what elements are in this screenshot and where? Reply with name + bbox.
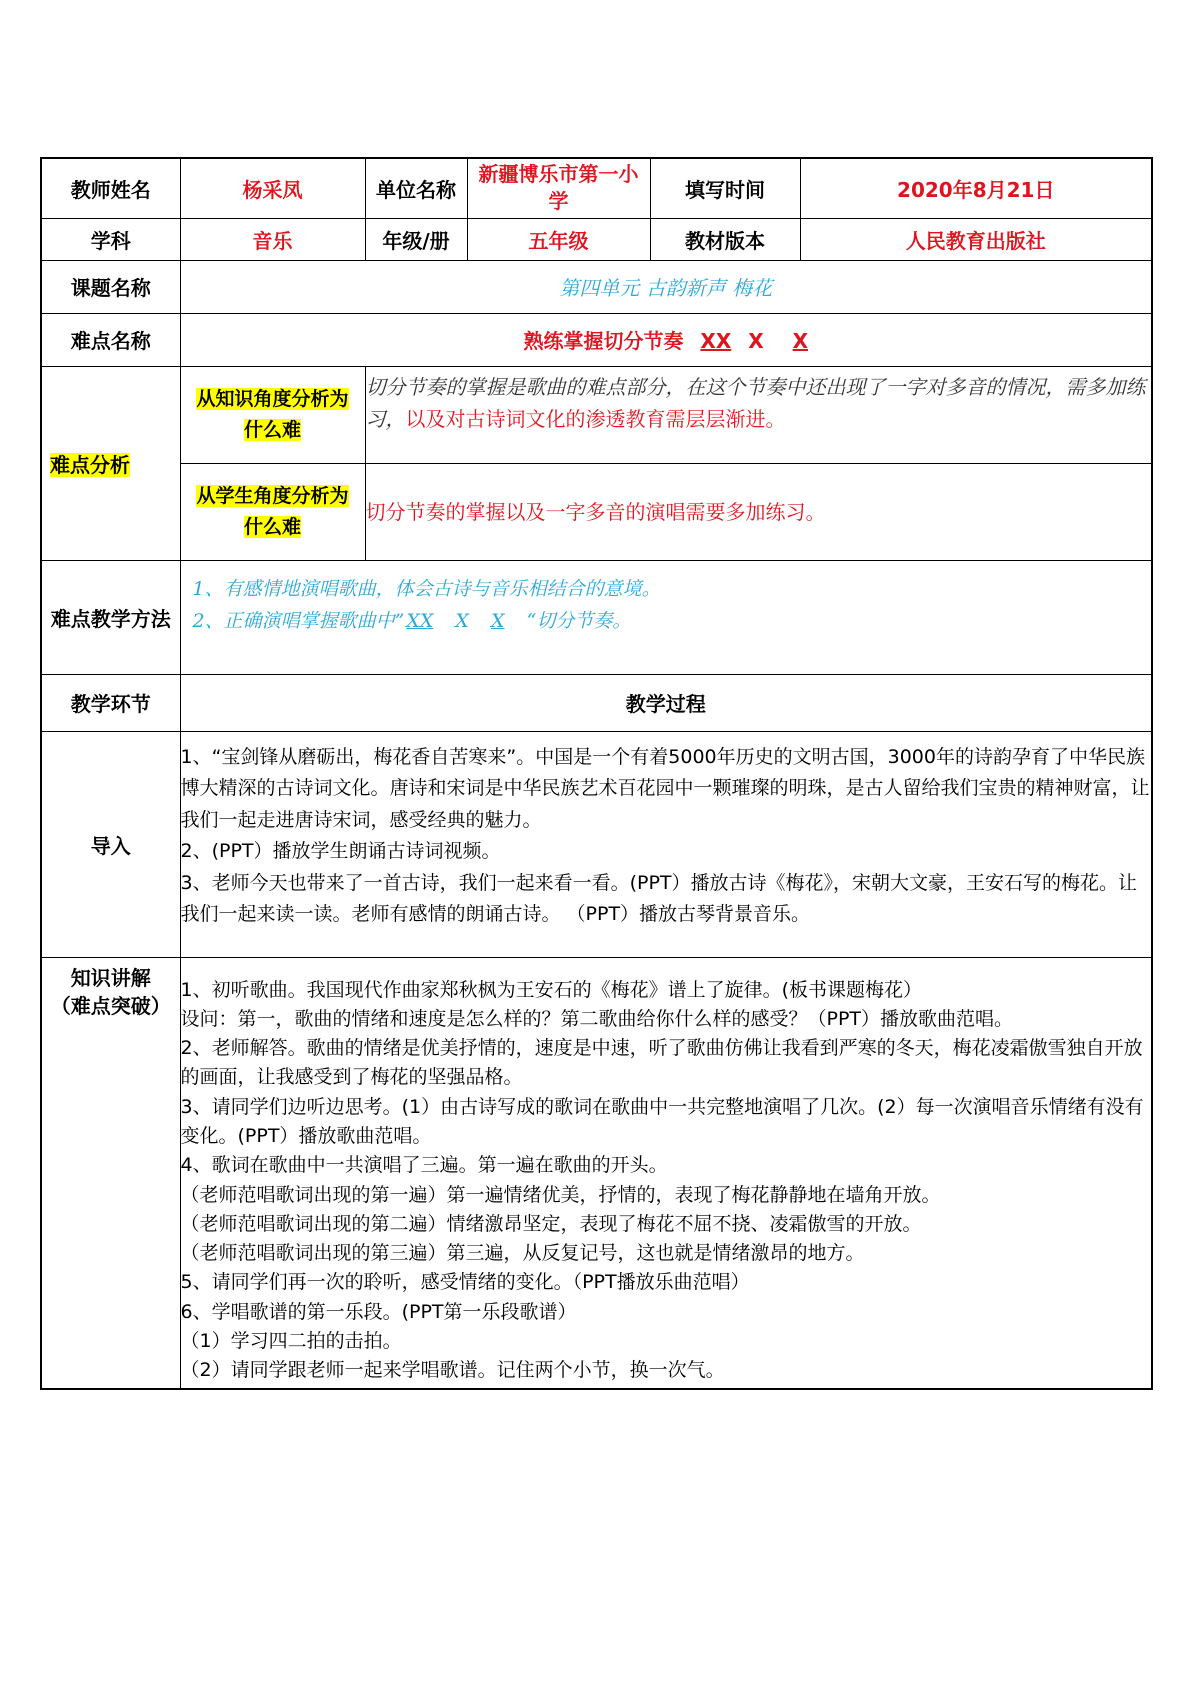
analysis-label-cell bbox=[41, 366, 180, 560]
analysis-label: 难点分析 bbox=[50, 452, 130, 477]
method-rhythm-x-2: X bbox=[491, 609, 505, 632]
method-rhythm-x-1: X bbox=[455, 609, 469, 632]
teacher-name-label: 教师姓名 bbox=[41, 158, 180, 218]
knowledge-angle-text-a: 切分节奏的掌握是歌曲的难点部分，在这个节奏中还出现了一字对多音的情况，需多加练习， bbox=[365, 374, 1146, 431]
knowledge-paragraph-6: （老师范唱歌词出现的第一遍）第一遍情绪优美，抒情的，表现了梅花静静地在墙角开放。 bbox=[180, 1183, 941, 1206]
knowledge-row bbox=[41, 957, 1152, 1389]
fill-time-label: 填写时间 bbox=[650, 158, 800, 218]
method-line-1: 1、有感情地演唱歌曲，体会古诗与音乐相结合的意境。 bbox=[192, 577, 661, 600]
student-angle-text: 切分节奏的掌握以及一字多音的演唱需要多加练习。 bbox=[365, 463, 1152, 560]
knowledge-angle-text bbox=[365, 366, 1152, 463]
grade-label: 年级/册 bbox=[365, 218, 467, 260]
lesson-plan-document bbox=[40, 157, 1151, 1390]
intro-paragraph-1: 1、“宝剑锋从磨砺出，梅花香自苦寒来”。中国是一个有着5000年历史的文明古国，3000年的诗韵孕育了中华民族博大精深的古诗词文化。唐诗和宋词是中华民族艺术百花园中一颗璀璨的明珠，是古人留给我们宝贵的精神财富，让我们一起走进唐诗宋词，感受经典的魅力。 bbox=[180, 745, 1150, 831]
subject-label: 学科 bbox=[41, 218, 180, 260]
knowledge-paragraph-1: 1、初听歌曲。我国现代作曲家郑秋枫为王安石的《梅花》谱上了旋律。(板书课题梅花） bbox=[180, 978, 923, 1001]
rhythm-x-1: X bbox=[748, 329, 764, 353]
rhythm-x-2: X bbox=[792, 329, 809, 353]
intro-paragraph-3: 3、老师今天也带来了一首古诗，我们一起来看一看。(PPT）播放古诗《梅花》，宋朝大文豪，王安石写的梅花。让我们一起来读一读。老师有感情的朗诵古诗。 （PPT）播放古琴背景音乐。 bbox=[180, 871, 1138, 925]
knowledge-paragraph-7: （老师范唱歌词出现的第二遍）情绪激昂坚定，表现了梅花不屈不挠、凌霜傲雪的开放。 bbox=[180, 1212, 922, 1235]
topic-text: 第四单元 古韵新声 梅花 bbox=[559, 276, 773, 300]
knowledge-angle-label: 从知识角度分析为什么难 bbox=[196, 387, 349, 441]
intro-label: 导入 bbox=[41, 731, 180, 957]
knowledge-paragraph-4: 3、请同学们边听边思考。(1）由古诗写成的歌词在歌曲中一共完整地演唱了几次。(2）每一次演唱音乐情绪有没有变化。(PPT）播放歌曲范唱。 bbox=[180, 1095, 1144, 1147]
unit-name-label: 单位名称 bbox=[365, 158, 467, 218]
info-row-2 bbox=[41, 218, 1152, 260]
teacher-name-value: 杨采凤 bbox=[180, 158, 365, 218]
knowledge-paragraph-2: 设问：第一，歌曲的情绪和速度是怎么样的？第二歌曲给你什么样的感受？（PPT）播放歌曲范唱。 bbox=[180, 1007, 1014, 1030]
difficulty-row bbox=[41, 313, 1152, 366]
edition-label: 教材版本 bbox=[650, 218, 800, 260]
knowledge-label: 知识讲解 bbox=[70, 965, 151, 990]
knowledge-paragraph-10: 6、学唱歌谱的第一乐段。(PPT第一乐段歌谱） bbox=[180, 1300, 577, 1323]
analysis-student-row bbox=[41, 463, 1152, 560]
analysis-knowledge-row bbox=[41, 366, 1152, 463]
edition-value: 人民教育出版社 bbox=[800, 218, 1152, 260]
teaching-process-label: 教学过程 bbox=[180, 674, 1152, 731]
knowledge-content bbox=[180, 957, 1152, 1389]
intro-paragraph-2: 2、(PPT）播放学生朗诵古诗词视频。 bbox=[180, 840, 501, 862]
lesson-plan-table bbox=[40, 157, 1153, 1390]
rhythm-xx: XX bbox=[700, 329, 732, 353]
knowledge-label-cell bbox=[41, 957, 180, 1389]
topic-value bbox=[180, 260, 1152, 313]
knowledge-paragraph-8: （老师范唱歌词出现的第三遍）第三遍，从反复记号，这也就是情绪激昂的地方。 bbox=[180, 1242, 865, 1265]
student-angle-label: 从学生角度分析为什么难 bbox=[196, 484, 349, 538]
grade-value: 五年级 bbox=[467, 218, 650, 260]
method-row bbox=[41, 560, 1152, 674]
knowledge-angle-label-cell bbox=[180, 366, 365, 463]
topic-label: 课题名称 bbox=[41, 260, 180, 313]
method-line-2-e: “切分节奏。 bbox=[526, 609, 632, 632]
intro-content bbox=[180, 731, 1152, 957]
method-label: 难点教学方法 bbox=[41, 560, 180, 674]
knowledge-paragraph-5: 4、歌词在歌曲中一共演唱了三遍。第一遍在歌曲的开头。 bbox=[180, 1154, 668, 1177]
knowledge-angle-text-b: 以及对古诗词文化的渗透教育需层层渐进。 bbox=[405, 406, 786, 431]
method-line-2-a: 2、正确演唱掌握歌曲中” bbox=[192, 609, 405, 632]
knowledge-paragraph-3: 2、老师解答。歌曲的情绪是优美抒情的，速度是中速，听了歌曲仿佛让我看到严寒的冬天，梅花凌霜傲雪独自开放的画面，让我感受到了梅花的坚强品格。 bbox=[180, 1037, 1143, 1089]
knowledge-paragraph-9: 5、请同学们再一次的聆听，感受情绪的变化。（PPT播放乐曲范唱） bbox=[180, 1271, 750, 1294]
intro-row bbox=[41, 731, 1152, 957]
unit-name-value: 新疆博乐市第一小学 bbox=[467, 158, 650, 218]
knowledge-sublabel: （难点突破） bbox=[50, 993, 171, 1018]
difficulty-label: 难点名称 bbox=[41, 313, 180, 366]
subject-value: 音乐 bbox=[180, 218, 365, 260]
topic-row bbox=[41, 260, 1152, 313]
process-header-row bbox=[41, 674, 1152, 731]
difficulty-text: 熟练掌握切分节奏 bbox=[523, 329, 684, 353]
info-row-1 bbox=[41, 158, 1152, 218]
knowledge-paragraph-11: （1）学习四二拍的击拍。 bbox=[180, 1330, 402, 1353]
difficulty-value bbox=[180, 313, 1152, 366]
fill-time-value: 2020年8月21日 bbox=[800, 158, 1152, 218]
method-line-2 bbox=[193, 605, 1140, 637]
method-content bbox=[180, 560, 1152, 674]
teaching-stage-label: 教学环节 bbox=[41, 674, 180, 731]
student-angle-label-cell bbox=[180, 463, 365, 560]
knowledge-paragraph-12: （2）请同学跟老师一起来学唱歌谱。记住两个小节，换一次气。 bbox=[180, 1359, 725, 1382]
method-rhythm-xx: XX bbox=[406, 609, 434, 632]
